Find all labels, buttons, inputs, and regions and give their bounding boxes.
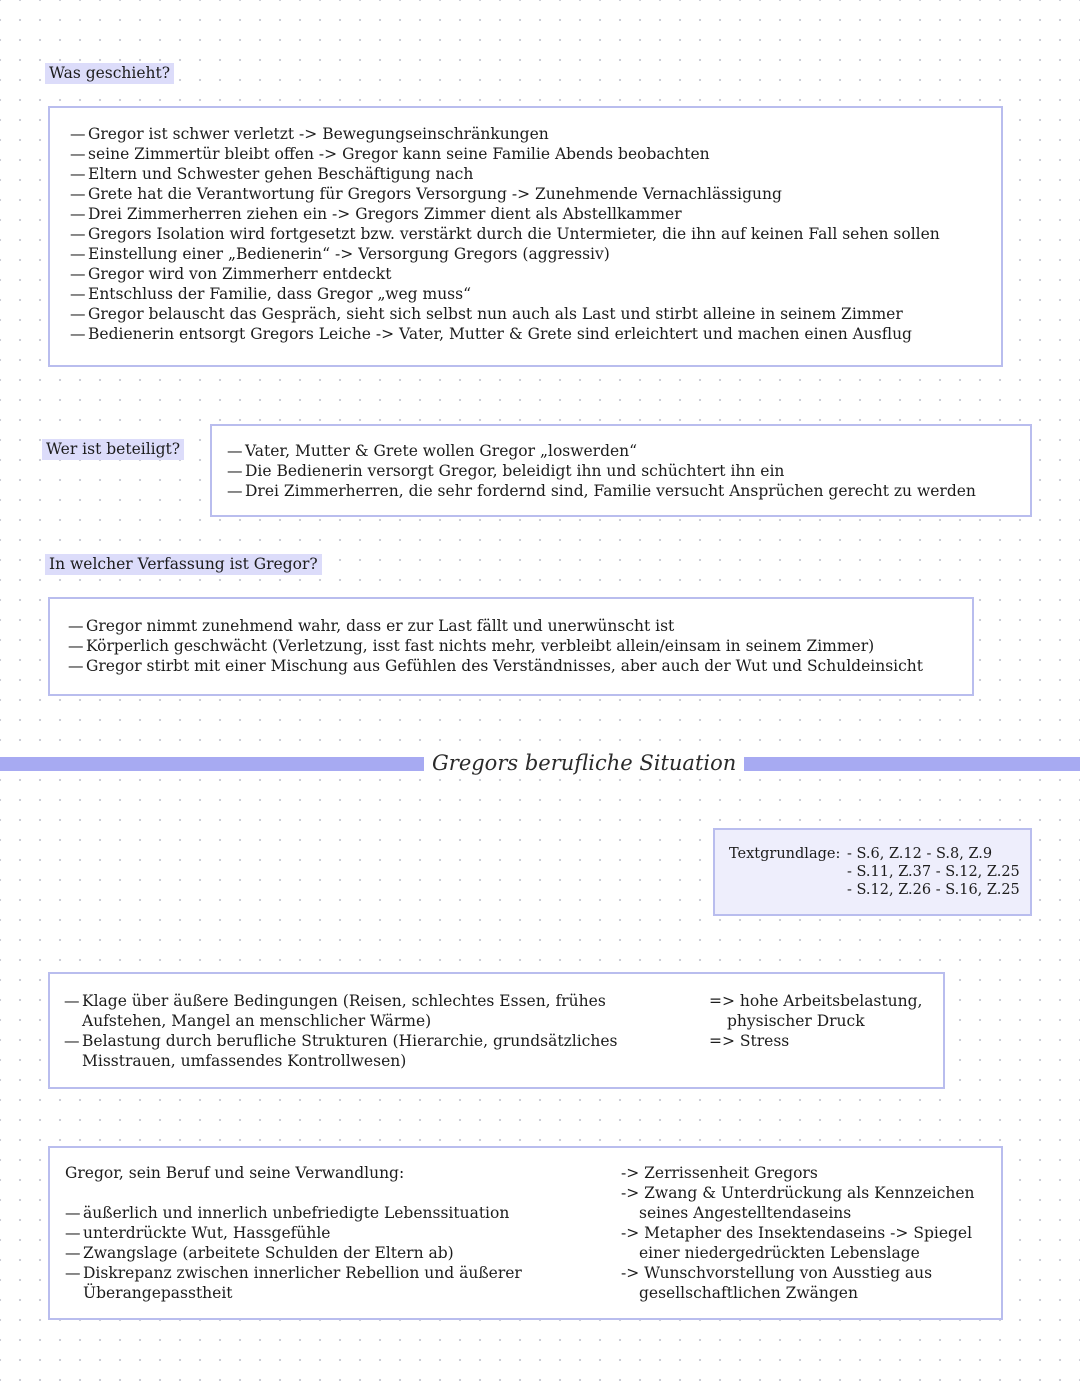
result-line: physischer Druck (727, 1012, 865, 1030)
list-item: — äußerlich und innerlich unbefriedigte Lebenssituation (65, 1203, 600, 1223)
list-item: — Gregor ist schwer verletzt -> Bewegungseinschränkungen (70, 124, 1001, 144)
list-item: — Zwangslage (arbeitete Schulden der Eltern ab) (65, 1243, 600, 1263)
text-reference: - S.11, Z.37 - S.12, Z.25 (847, 864, 1020, 880)
wer-ist-beteiligt-list (227, 441, 1030, 501)
list-item: — seine Zimmertür bleibt offen -> Gregor kann seine Familie Abends beobachten (70, 144, 1001, 164)
list-item: — Drei Zimmerherren ziehen ein -> Gregors Zimmer dient als Abstellkammer (70, 204, 1001, 224)
textgrundlage-box (713, 828, 1032, 916)
beruf-list (65, 1203, 600, 1303)
list-item: — Körperlich geschwächt (Verletzung, isst fast nichts mehr, verbleibt allein/einsam in seinem Zimmer) (68, 636, 972, 656)
heading-wer-ist-beteiligt: Wer ist beteiligt? (42, 439, 184, 460)
list-item: — Entschluss der Familie, dass Gregor „weg muss“ (70, 284, 1001, 304)
conclusion-line: seines Angestelltendaseins (639, 1204, 852, 1222)
list-item: — Grete hat die Verantwortung für Gregors Versorgung -> Zunehmende Vernachlässigung (70, 184, 1001, 204)
text-reference: - S.12, Z.26 - S.16, Z.25 (847, 882, 1020, 898)
list-item: — Gregor wird von Zimmerherr entdeckt (70, 264, 1001, 284)
list-item: — Gregor stirbt mit einer Mischung aus Gefühlen des Verständnisses, aber auch der Wut und Schuldeinsicht (68, 656, 972, 676)
list-item: — Gregor belauscht das Gespräch, sieht sich selbst nun auch als Last und stirbt alleine in seinem Zimmer (70, 304, 1001, 324)
wer-ist-beteiligt-box (210, 424, 1032, 517)
arbeitsbedingungen-list (64, 991, 664, 1071)
list-item: — Gregors Isolation wird fortgesetzt bzw. verstärkt durch die Untermieter, die ihn auf keinen Fall sehen sollen (70, 224, 1001, 244)
list-item: — unterdrückte Wut, Hassgefühle (65, 1223, 600, 1243)
list-item: — Vater, Mutter & Grete wollen Gregor „loswerden“ (227, 441, 1030, 461)
beruf-title: Gregor, sein Beruf und seine Verwandlung: (65, 1164, 405, 1182)
list-item: — Klage über äußere Bedingungen (Reisen, schlechtes Essen, frühes Aufstehen, Mangel an menschlicher Wärme) (64, 991, 664, 1031)
was-geschieht-list (70, 124, 1001, 344)
list-item: — Diskrepanz zwischen innerlicher Rebellion und äußerer Überangepasstheit (65, 1263, 600, 1303)
heading-was-geschieht: Was geschieht? (45, 63, 174, 84)
textgrundlage-label: Textgrundlage: (729, 846, 841, 862)
conclusion-line: gesellschaftlichen Zwängen (639, 1284, 858, 1302)
list-item: — Einstellung einer „Bedienerin“ -> Versorgung Gregors (aggressiv) (70, 244, 1001, 264)
beruf-verwandlung-box (48, 1146, 1003, 1320)
arbeitsbedingungen-box (48, 972, 945, 1089)
list-item: — Drei Zimmerherren, die sehr fordernd sind, Familie versucht Ansprüchen gerecht zu werden (227, 481, 1030, 501)
verfassung-box (48, 597, 974, 696)
list-item: — Bedienerin entsorgt Gregors Leiche -> Vater, Mutter & Grete sind erleichtert und machen einen Ausflug (70, 324, 1001, 344)
list-item: — Gregor nimmt zunehmend wahr, dass er zur Last fällt und unerwünscht ist (68, 616, 972, 636)
arbeitsbedingungen-result (709, 991, 939, 1051)
conclusion-line: -> Zwang & Unterdrückung als Kennzeichen (621, 1184, 975, 1202)
verfassung-list (68, 616, 972, 676)
result-line: => Stress (709, 1032, 790, 1050)
list-item: — Belastung durch berufliche Strukturen (Hierarchie, grundsätzliches Misstrauen, umfassendes Kontrollwesen) (64, 1031, 664, 1071)
section-title: Gregors berufliche Situation (424, 748, 744, 778)
list-item: — Die Bedienerin versorgt Gregor, beleidigt ihn und schüchtert ihn ein (227, 461, 1030, 481)
conclusion-line: einer niedergedrückten Lebenslage (639, 1244, 920, 1262)
conclusion-line: -> Wunschvorstellung von Ausstieg aus (621, 1264, 933, 1282)
beruf-conclusions (621, 1163, 1001, 1303)
result-line: => hohe Arbeitsbelastung, (709, 992, 923, 1010)
list-item: — Eltern und Schwester gehen Beschäftigung nach (70, 164, 1001, 184)
text-reference: - S.6, Z.12 - S.8, Z.9 (847, 846, 993, 862)
conclusion-line: -> Zerrissenheit Gregors (621, 1164, 818, 1182)
conclusion-line: -> Metapher des Insektendaseins -> Spiegel (621, 1224, 973, 1242)
was-geschieht-box (48, 106, 1003, 367)
heading-verfassung: In welcher Verfassung ist Gregor? (45, 554, 322, 575)
